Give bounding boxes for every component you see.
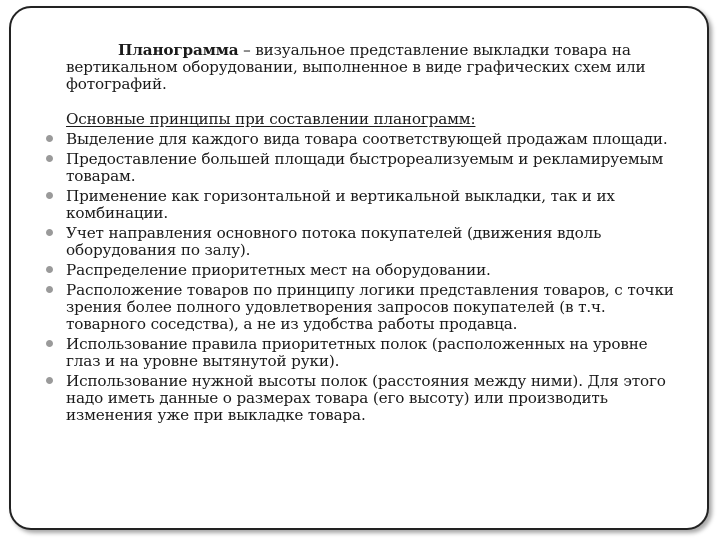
slide-content [66,42,686,427]
principles-title: Основные принципы при составлении планограмм: [66,110,476,128]
list-item [66,151,686,185]
principles-list [66,131,686,424]
list-item-text: Выделение для каждого вида товара соответствующей продажам площади. [66,130,668,148]
list-item-text: Учет направления основного потока покупателей (движения вдоль оборудования по залу). [66,224,602,259]
list-item [66,225,686,259]
bullet-icon [46,340,53,347]
list-item [66,131,686,148]
bullet-icon [46,192,53,199]
list-item-text: Использование нужной высоты полок (расстояния между ними). Для этого надо иметь данные о размерах товара (его высоту) или производить изменения уже при выкладке товара. [66,372,666,424]
list-item-text: Использование правила приоритетных полок (расположенных на уровне глаз и на уровне вытянутой руки). [66,335,648,370]
bullet-icon [46,266,53,273]
list-item-text: Предоставление большей площади быстрореализуемым и рекламируемым товарам. [66,150,664,185]
bullet-icon [46,135,53,142]
bullet-icon [46,229,53,236]
list-item-text: Распределение приоритетных мест на оборудовании. [66,261,491,279]
list-item [66,188,686,222]
list-item [66,373,686,424]
list-item-text: Расположение товаров по принципу логики представления товаров, с точки зрения более полного удовлетворения запросов покупателей (в т.ч. товарного соседства), а не из удобства работы продавца. [66,281,674,333]
planogram-term: Планограмма [118,41,239,59]
list-item-text: Применение как горизонтальной и вертикальной выкладки, так и их комбинации. [66,187,615,222]
bullet-icon [46,377,53,384]
bullet-icon [46,155,53,162]
planogram-definition: – визуальное представление выкладки товара на вертикальном оборудовании, выполненное в виде графических схем или фотографий. [66,41,646,93]
list-item [66,262,686,279]
list-item [66,336,686,370]
intro-paragraph [66,42,686,93]
bullet-icon [46,286,53,293]
list-item [66,282,686,333]
